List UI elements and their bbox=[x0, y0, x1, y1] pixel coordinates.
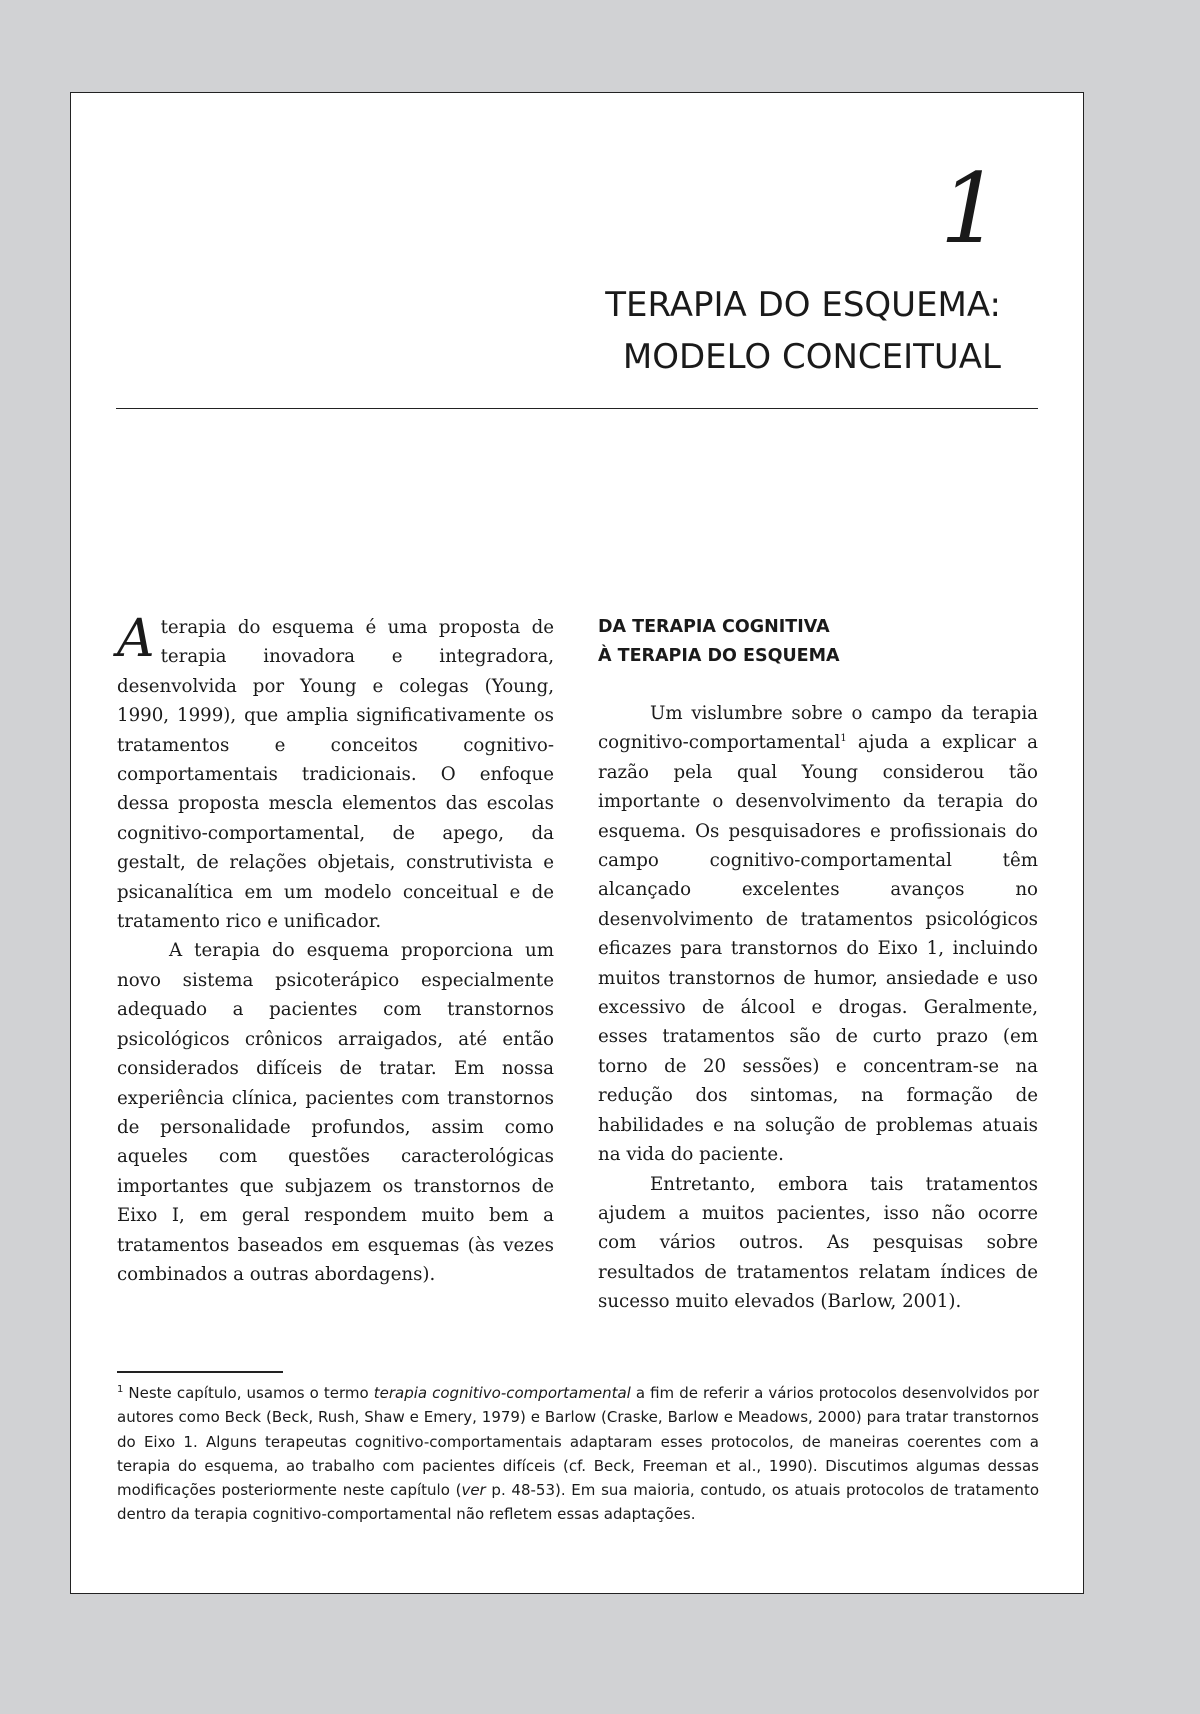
footnote bbox=[117, 1381, 1039, 1527]
section-heading bbox=[598, 613, 1038, 671]
chapter-title bbox=[605, 279, 1001, 383]
left-column bbox=[117, 609, 554, 1289]
footnote-reference[interactable]: 1 bbox=[840, 733, 847, 745]
title-divider bbox=[116, 408, 1038, 409]
drop-cap: A bbox=[117, 609, 155, 669]
right-paragraph-1-rest: ajuda a explicar a razão pela qual Young considerou tão importante o desenvolvimento da terapia do esquema. Os pesquisadores e profissionais do campo cognitivo-comportamental têm alcançado excelentes avanços no desenvolvimento de tratamentos psicológicos eficazes para transtornos do Eixo 1, incluindo muitos transtornos de humor, ansiedade e uso excessivo de álcool e drogas. Geralmente, esses tratamentos são de curto prazo (em torno de 20 sessões) e concentram-se na redução dos sintomas, na formação de habilidades e na solução de problemas atuais na vida do paciente. bbox=[598, 732, 1038, 1166]
chapter-title-line1: TERAPIA DO ESQUEMA: bbox=[605, 285, 1001, 325]
footnote-text-middle: a fim de referir a vários protocolos desenvolvidos por autores como Beck (Beck, Rush, Shaw e Emery, 1979) e Barlow (Craske, Barlow e Meadows, 2000) para tratar transtornos do Eixo 1. Alguns terapeutas cognitivo-comportamentais adaptaram esses protocolos, de maneiras coerentes com a terapia do esquema, ao trabalho com pacientes difíceis (cf. Beck, Freeman et al., 1990). Discutimos algumas dessas modificações posteriormente neste capítulo ( bbox=[117, 1384, 1039, 1500]
right-column bbox=[598, 613, 1038, 1317]
chapter-title-line2: MODELO CONCEITUAL bbox=[622, 337, 1001, 377]
right-paragraph-1 bbox=[598, 699, 1038, 1170]
book-page bbox=[70, 92, 1084, 1594]
footnote-italic-term: terapia cognitivo-comportamental bbox=[373, 1384, 631, 1402]
footnote-divider bbox=[117, 1371, 283, 1373]
left-paragraph-2: A terapia do esquema proporciona um novo sistema psicoterápico especialmente adequado a pacientes com transtornos psicológicos crônicos arraigados, até então considerados difíceis de tratar. Em nossa experiência clínica, pacientes com transtornos de personalidade profundos, assim como aqueles com questões caracterológicas importantes que subjazem os transtornos de Eixo I, em geral respondem muito bem a tratamentos baseados em esquemas (às vezes combinados a outras abordagens). bbox=[117, 940, 554, 1285]
footnote-text-start: Neste capítulo, usamos o termo bbox=[123, 1384, 374, 1402]
section-heading-line1: DA TERAPIA COGNITIVA bbox=[598, 617, 830, 637]
right-paragraph-2: Entretanto, embora tais tratamentos ajudem a muitos pacientes, isso não ocorre com vários outros. As pesquisas sobre resultados de tratamentos relatam índices de sucesso muito elevados (Barlow, 2001). bbox=[598, 1173, 1038, 1313]
section-heading-line2: À TERAPIA DO ESQUEMA bbox=[598, 646, 840, 666]
right-paragraph-1-start: Um vislumbre sobre o campo da terapia cognitivo-comportamental bbox=[598, 703, 1038, 754]
footnote-italic-ver: ver bbox=[461, 1481, 486, 1500]
footnote-marker: 1 bbox=[117, 1384, 124, 1395]
intro-paragraph-text: terapia do esquema é uma proposta de terapia inovadora e integradora, desenvolvida por Young e colegas (Young, 1990, 1999), que amplia significativamente os tratamentos e conceitos cognitivo-comportamentais tradicionais. O enfoque dessa proposta mescla elementos das escolas cognitivo-comportamental, de apego, da gestalt, de relações objetais, construtivista e psicanalítica em um modelo conceitual e de tratamento rico e unificador. bbox=[117, 617, 554, 933]
footnote-text-end: p. 48-53). Em sua maioria, contudo, os atuais protocolos de tratamento dentro da terapia cognitivo-comportamental não refletem essas adaptações. bbox=[117, 1481, 1040, 1524]
chapter-number: 1 bbox=[939, 153, 1001, 265]
intro-paragraph bbox=[117, 609, 554, 936]
